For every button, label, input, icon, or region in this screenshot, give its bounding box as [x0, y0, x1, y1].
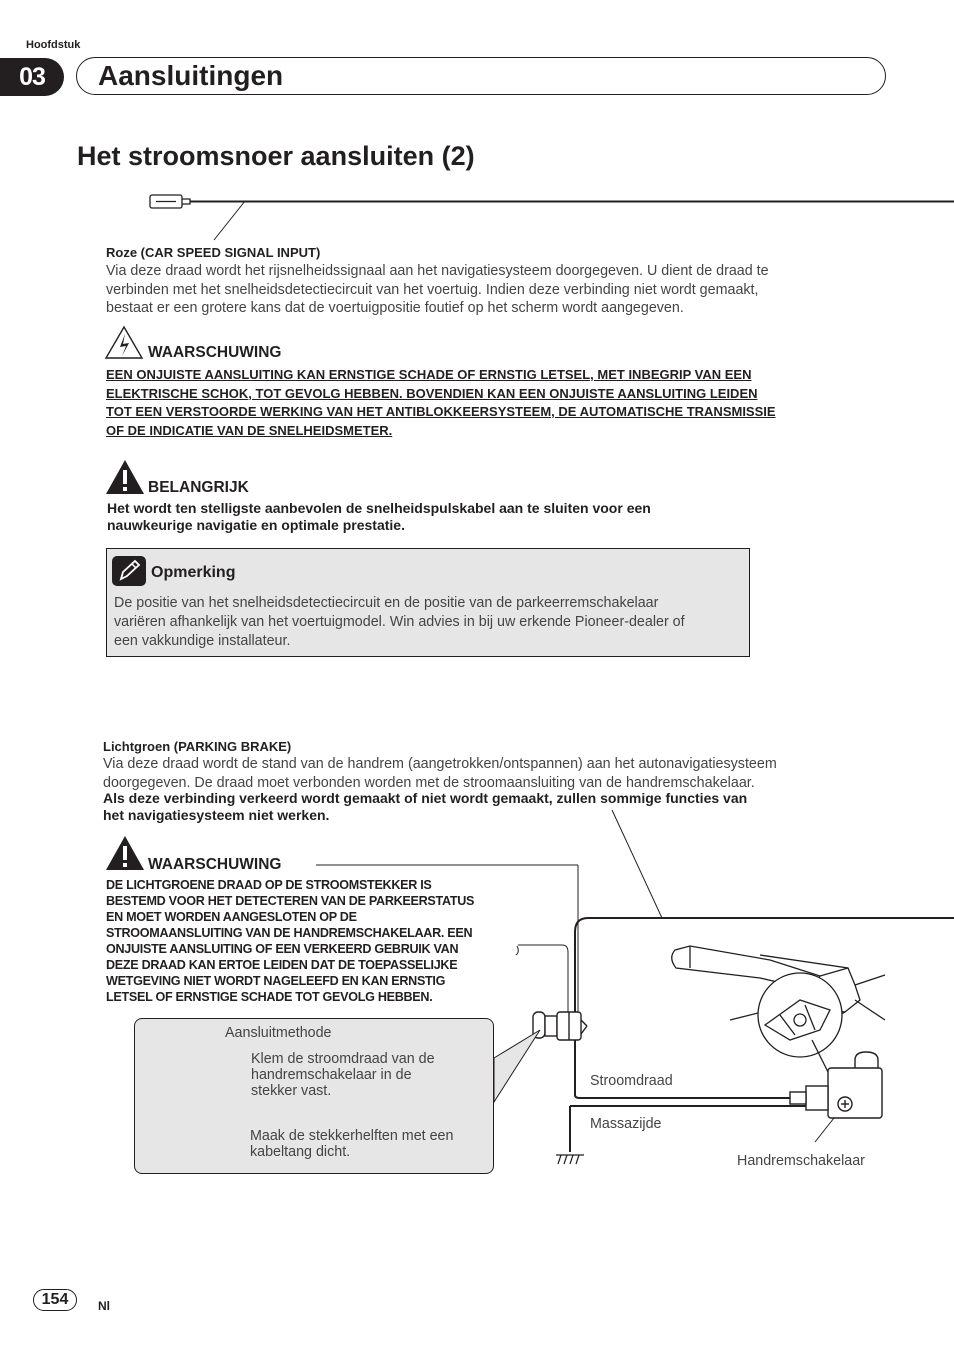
text-line: doorgegeven. De draad moet verbonden worden met de stroomaansluiting van de handremschakelaar.	[103, 774, 755, 791]
text-line: WETGEVING NIET WORDT NAGELEEFD EN KAN ERNSTIG	[106, 974, 446, 988]
wire-tap-connector-icon	[533, 1012, 587, 1040]
text-line: handremschakelaar in de	[251, 1067, 412, 1083]
text-line: verbinden met het snelheidsdetectiecircuit van het voertuig. Indien deze verbinding niet wordt gemaakt,	[106, 281, 759, 298]
handbrake-lever-icon	[672, 946, 885, 1080]
pencil-icon	[112, 556, 146, 586]
warning-text	[106, 366, 846, 440]
text-line: DE LICHTGROENE DRAAD OP DE STROOMSTEKKER IS	[106, 878, 432, 892]
page-number: 154	[33, 1289, 77, 1311]
text-line: LETSEL OF ERNSTIGE SCHADE TOT GEVOLG HEBBEN.	[106, 990, 433, 1004]
text-line: het navigatiesysteem niet werken.	[103, 806, 330, 823]
method-title: Aansluitmethode	[225, 1025, 332, 1041]
text-line: nauwkeurige navigatie en optimale prestatie.	[107, 516, 405, 533]
language-code: Nl	[98, 1299, 110, 1313]
text-line: Klem de stroomdraad van de	[251, 1051, 435, 1067]
electric-warning-icon	[106, 327, 142, 358]
parking-brake-text	[103, 755, 863, 792]
parking-brake-bold-text	[103, 790, 863, 823]
speed-signal-heading: Roze (CAR SPEED SIGNAL INPUT)	[106, 245, 321, 260]
important-text	[107, 500, 807, 533]
text-line: Het wordt ten stelligste aanbevolen de snelheidspulskabel aan te sluiten voor een	[107, 500, 651, 516]
chapter-label: Hoofdstuk	[26, 39, 81, 51]
power-wire-label: Stroomdraad	[590, 1073, 673, 1089]
text-line: STROOMAANSLUITING VAN DE HANDREMSCHAKELAAR. EEN	[106, 926, 473, 940]
text-line: De positie van het snelheidsdetectiecircuit en de positie van de parkeerremschakelaar	[114, 595, 659, 611]
pink-wire-connector-icon	[150, 195, 954, 240]
note-text	[114, 594, 744, 651]
text-line: een vakkundige installateur.	[114, 633, 291, 649]
text-line: OF DE INDICATIE VAN DE SNELHEIDSMETER.	[106, 422, 393, 438]
chapter-number-badge: 03	[0, 58, 64, 96]
important-warning-icon	[106, 460, 144, 494]
text-line: ONJUISTE AANSLUITING OF EEN VERKEERD GEBRUIK VAN	[106, 942, 459, 956]
text-line: Maak de stekkerhelften met een	[250, 1128, 454, 1144]
parking-brake-heading: Lichtgroen (PARKING BRAKE)	[103, 739, 292, 754]
warning-heading: WAARSCHUWING	[148, 344, 282, 361]
text-line: Als deze verbinding verkeerd wordt gemaakt of niet wordt gemaakt, zullen sommige functies van	[103, 790, 748, 806]
text-line: EN MOET WORDEN AANGESLOTEN OP DE	[106, 910, 357, 924]
ground-side-label: Massazijde	[590, 1116, 662, 1132]
text-line: EEN ONJUISTE AANSLUITING KAN ERNSTIGE SCHADE OF ERNSTIG LETSEL, MET INBEGRIP VAN EEN	[106, 367, 752, 382]
text-line: TOT EEN VERSTOORDE WERKING VAN HET ANTIBLOKKEERSYSTEEM, DE AUTOMATISCHE TRANSMISSIE	[106, 404, 776, 419]
text-line: stekker vast.	[251, 1083, 332, 1099]
warning-icon	[106, 836, 144, 870]
text-line: kabeltang dicht.	[250, 1144, 351, 1160]
text-line: BESTEMD VOOR HET DETECTEREN VAN DE PARKEERSTATUS	[106, 894, 475, 908]
text-line: variëren afhankelijk van het voertuigmodel. Win advies in bij uw erkende Pioneer-dealer of	[114, 614, 685, 630]
text-line: Via deze draad wordt de stand van de handrem (aangetrokken/ontspannen) aan het autonavigatiesysteem	[103, 756, 777, 772]
note-heading: Opmerking	[151, 564, 236, 581]
method-step1	[251, 1051, 481, 1099]
speed-signal-text	[106, 262, 846, 318]
warning2-text	[106, 877, 526, 1005]
brake-switch-label: Handremschakelaar	[737, 1153, 865, 1169]
warning2-heading: WAARSCHUWING	[148, 856, 282, 873]
page-title: Het stroomsnoer aansluiten (2)	[77, 141, 475, 171]
chapter-title: Aansluitingen	[98, 60, 284, 91]
text-line: Via deze draad wordt het rijsnelheidssignaal aan het navigatiesysteem doorgegeven. U dient de draad te	[106, 263, 769, 279]
method-step2	[250, 1128, 485, 1160]
text-line: bestaat er een grotere kans dat de voertuigpositie foutief op het scherm wordt aangegeven.	[106, 300, 684, 316]
brake-switch-icon	[790, 1052, 882, 1142]
text-line: DEZE DRAAD KAN ERTOE LEIDEN DAT DE TOEPASSELIJKE	[106, 958, 458, 972]
important-heading: BELANGRIJK	[148, 479, 249, 496]
ground-icon	[556, 1155, 584, 1164]
text-line: ELEKTRISCHE SCHOK, TOT GEVOLG HEBBEN. BOVENDIEN KAN EEN ONJUISTE AANSLUITING LEIDEN	[106, 385, 758, 401]
